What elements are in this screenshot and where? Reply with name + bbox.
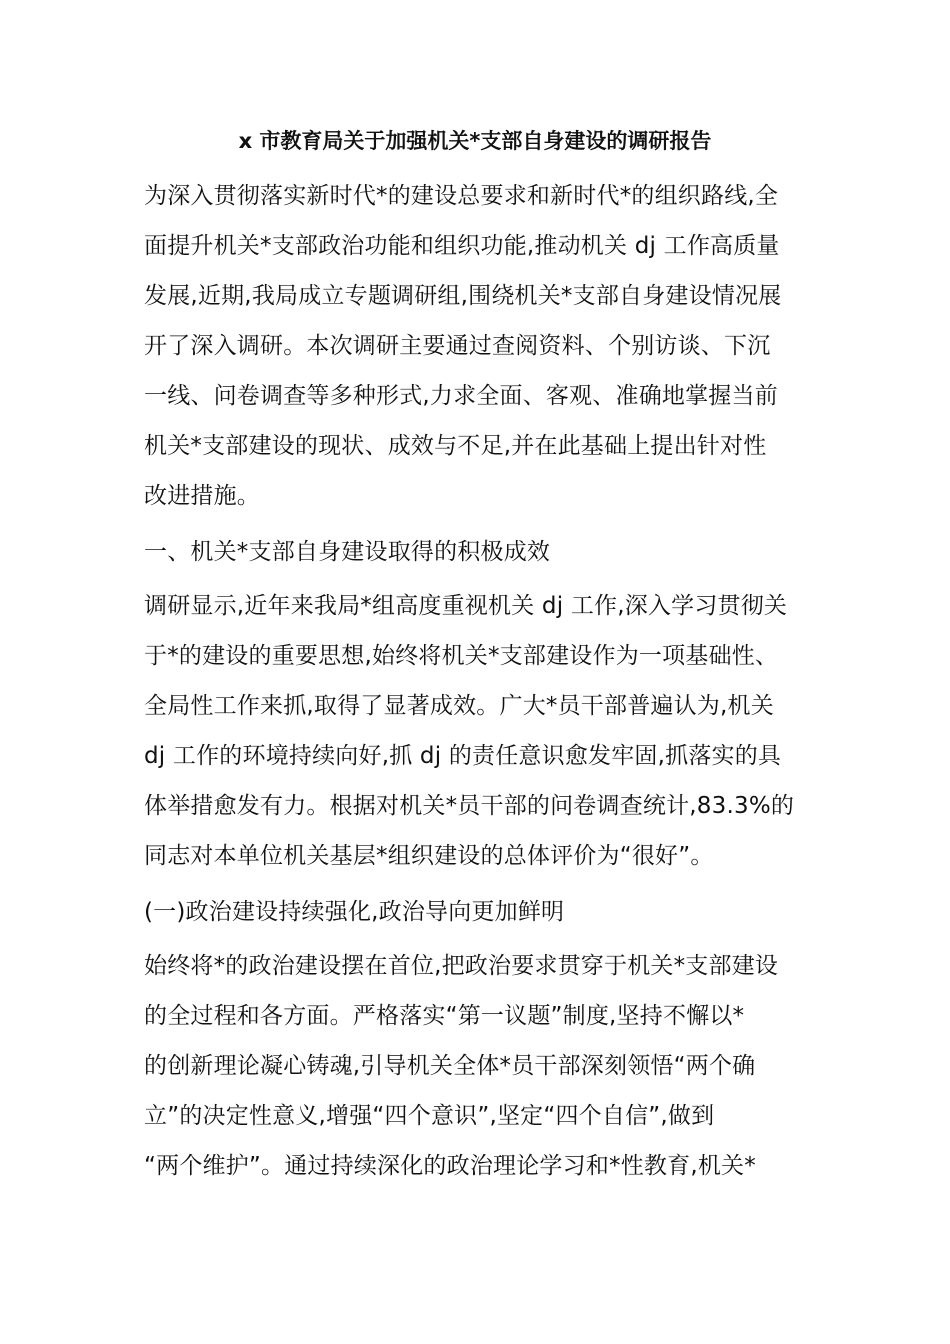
- paragraph-line: 改进措施。: [144, 483, 260, 509]
- paragraph-line: 始终将*的政治建设摆在首位,把政治要求贯穿于机关*支部建设: [144, 953, 779, 979]
- paragraph-line: 调研显示,近年来我局*组高度重视机关 dj 工作,深入学习贯彻关: [144, 593, 788, 619]
- paragraph-line: 立”的决定性意义,增强“四个意识”,坚定“四个自信”,做到: [144, 1103, 715, 1129]
- paragraph-line: 发展,近期,我局成立专题调研组,围绕机关*支部自身建设情况展: [144, 283, 782, 309]
- paragraph-line: 同志对本单位机关基层*组织建设的总体评价为“很好”。: [144, 843, 714, 869]
- paragraph-line: 为深入贯彻落实新时代*的建设总要求和新时代*的组织路线,全: [144, 183, 779, 209]
- paragraph-line: 开了深入调研。本次调研主要通过查阅资料、个别访谈、下沉: [144, 333, 771, 359]
- paragraph-line: 全局性工作来抓,取得了显著成效。广大*员干部普遍认为,机关: [144, 693, 774, 719]
- paragraph-line: 面提升机关*支部政治功能和组织功能,推动机关 dj 工作高质量: [144, 233, 780, 259]
- paragraph-line: 于*的建设的重要思想,始终将机关*支部建设作为一项基础性、: [144, 643, 779, 669]
- paragraph-line: “两个维护”。通过持续深化的政治理论学习和*性教育,机关*: [144, 1153, 756, 1179]
- paragraph-line: 一线、问卷调查等多种形式,力求全面、客观、准确地掌握当前: [144, 383, 778, 409]
- subsection-heading: (一)政治建设持续强化,政治导向更加鲜明: [144, 899, 565, 925]
- paragraph-line: 体举措愈发有力。根据对机关*员干部的问卷调查统计,83.3%的: [144, 793, 795, 819]
- section-heading: 一、机关*支部自身建设取得的积极成效: [144, 539, 551, 565]
- document-title: x 市教育局关于加强机关*支部自身建设的调研报告: [238, 129, 712, 153]
- paragraph-line: dj 工作的环境持续向好,抓 dj 的责任意识愈发牢固,抓落实的具: [144, 743, 782, 769]
- paragraph-line: 的创新理论凝心铸魂,引导机关全体*员干部深刻领悟“两个确: [144, 1053, 756, 1079]
- paragraph-line: 的全过程和各方面。严格落实“第一议题”制度,坚持不懈以*: [144, 1003, 745, 1029]
- paragraph-line: 机关*支部建设的现状、成效与不足,并在此基础上提出针对性: [144, 433, 767, 459]
